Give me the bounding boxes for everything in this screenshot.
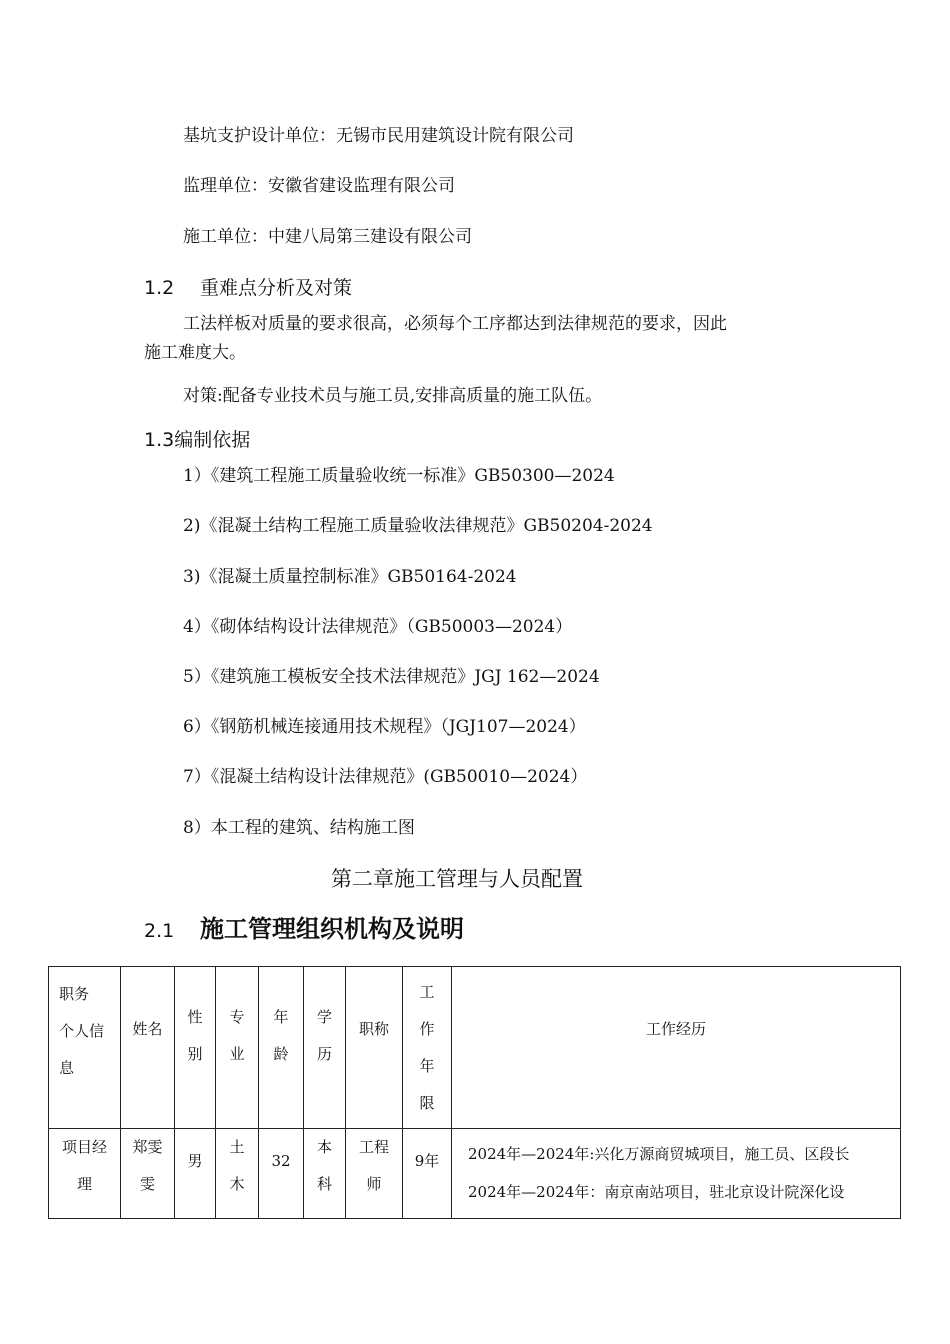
cell-position: 项目经 理	[49, 1129, 121, 1219]
difficulty-paragraph-line2: 施工难度大。	[144, 343, 246, 363]
header-major: 专 业	[216, 967, 259, 1129]
section-number: 1.2	[144, 277, 175, 299]
cell-experience	[452, 1129, 901, 1219]
cell-age: 32	[259, 1129, 304, 1219]
header-gender: 性 别	[175, 967, 216, 1129]
difficulty-paragraph-line1: 工法样板对质量的要求很高，必须每个工序都达到法律规范的要求，因此	[183, 314, 727, 334]
countermeasure-paragraph: 对策:配备专业技术员与施工员,安排高质量的施工队伍。	[183, 386, 603, 406]
experience-line: 2024年—2024年:兴化万源商贸城项目，施工员、区段长	[468, 1145, 850, 1163]
cell-title: 工程 师	[346, 1129, 403, 1219]
basis-item-3: 3)《混凝土质量控制标准》GB50164-2024	[183, 567, 517, 587]
cell-education: 本 科	[304, 1129, 346, 1219]
table-row	[49, 1129, 901, 1219]
cell-major: 土 木	[216, 1129, 259, 1219]
section-number: 2.1	[144, 920, 175, 942]
cell-years: 9年	[403, 1129, 452, 1219]
header-years: 工 作 年 限	[403, 967, 452, 1129]
header-age: 年 龄	[259, 967, 304, 1129]
basis-item-6: 6）《钢筋机械连接通用技术规程》（JGJ107—2024）	[183, 717, 586, 737]
cell-name: 郑雯 雯	[121, 1129, 175, 1219]
header-title: 职称	[346, 967, 403, 1129]
section-1-2-heading	[144, 279, 352, 298]
experience-line: 2024年—2024年：南京南站项目，驻北京设计院深化设	[468, 1183, 845, 1201]
staff-table	[48, 966, 901, 1219]
header-education: 学 历	[304, 967, 346, 1129]
header-position: 职务 个人信 息	[49, 967, 121, 1129]
supervision-unit: 监理单位：安徽省建设监理有限公司	[183, 176, 455, 196]
basis-item-1: 1）《建筑工程施工质量验收统一标准》GB50300—2024	[183, 466, 615, 486]
header-experience: 工作经历	[452, 967, 901, 1129]
section-title: 重难点分析及对策	[200, 277, 353, 299]
basis-item-8: 8）本工程的建筑、结构施工图	[183, 818, 415, 838]
basis-item-5: 5）《建筑施工模板安全技术法律规范》JGJ 162—2024	[183, 667, 600, 687]
basis-item-2: 2)《混凝土结构工程施工质量验收法律规范》GB50204-2024	[183, 516, 653, 536]
foundation-design-unit: 基坑支护设计单位：无锡市民用建筑设计院有限公司	[183, 126, 574, 146]
basis-item-7: 7）《混凝土结构设计法律规范》(GB50010—2024）	[183, 767, 588, 787]
cell-gender: 男	[175, 1129, 216, 1219]
chapter-2-title: 第二章施工管理与人员配置	[331, 867, 583, 891]
table-header-row	[49, 967, 901, 1129]
section-2-1-heading	[144, 917, 464, 941]
basis-item-4: 4）《砌体结构设计法律规范》（GB50003—2024）	[183, 617, 573, 637]
construction-unit: 施工单位：中建八局第三建设有限公司	[183, 227, 472, 247]
header-name: 姓名	[121, 967, 175, 1129]
section-title: 施工管理组织机构及说明	[200, 915, 464, 943]
section-1-3-heading: 1.3编制依据	[144, 429, 251, 451]
